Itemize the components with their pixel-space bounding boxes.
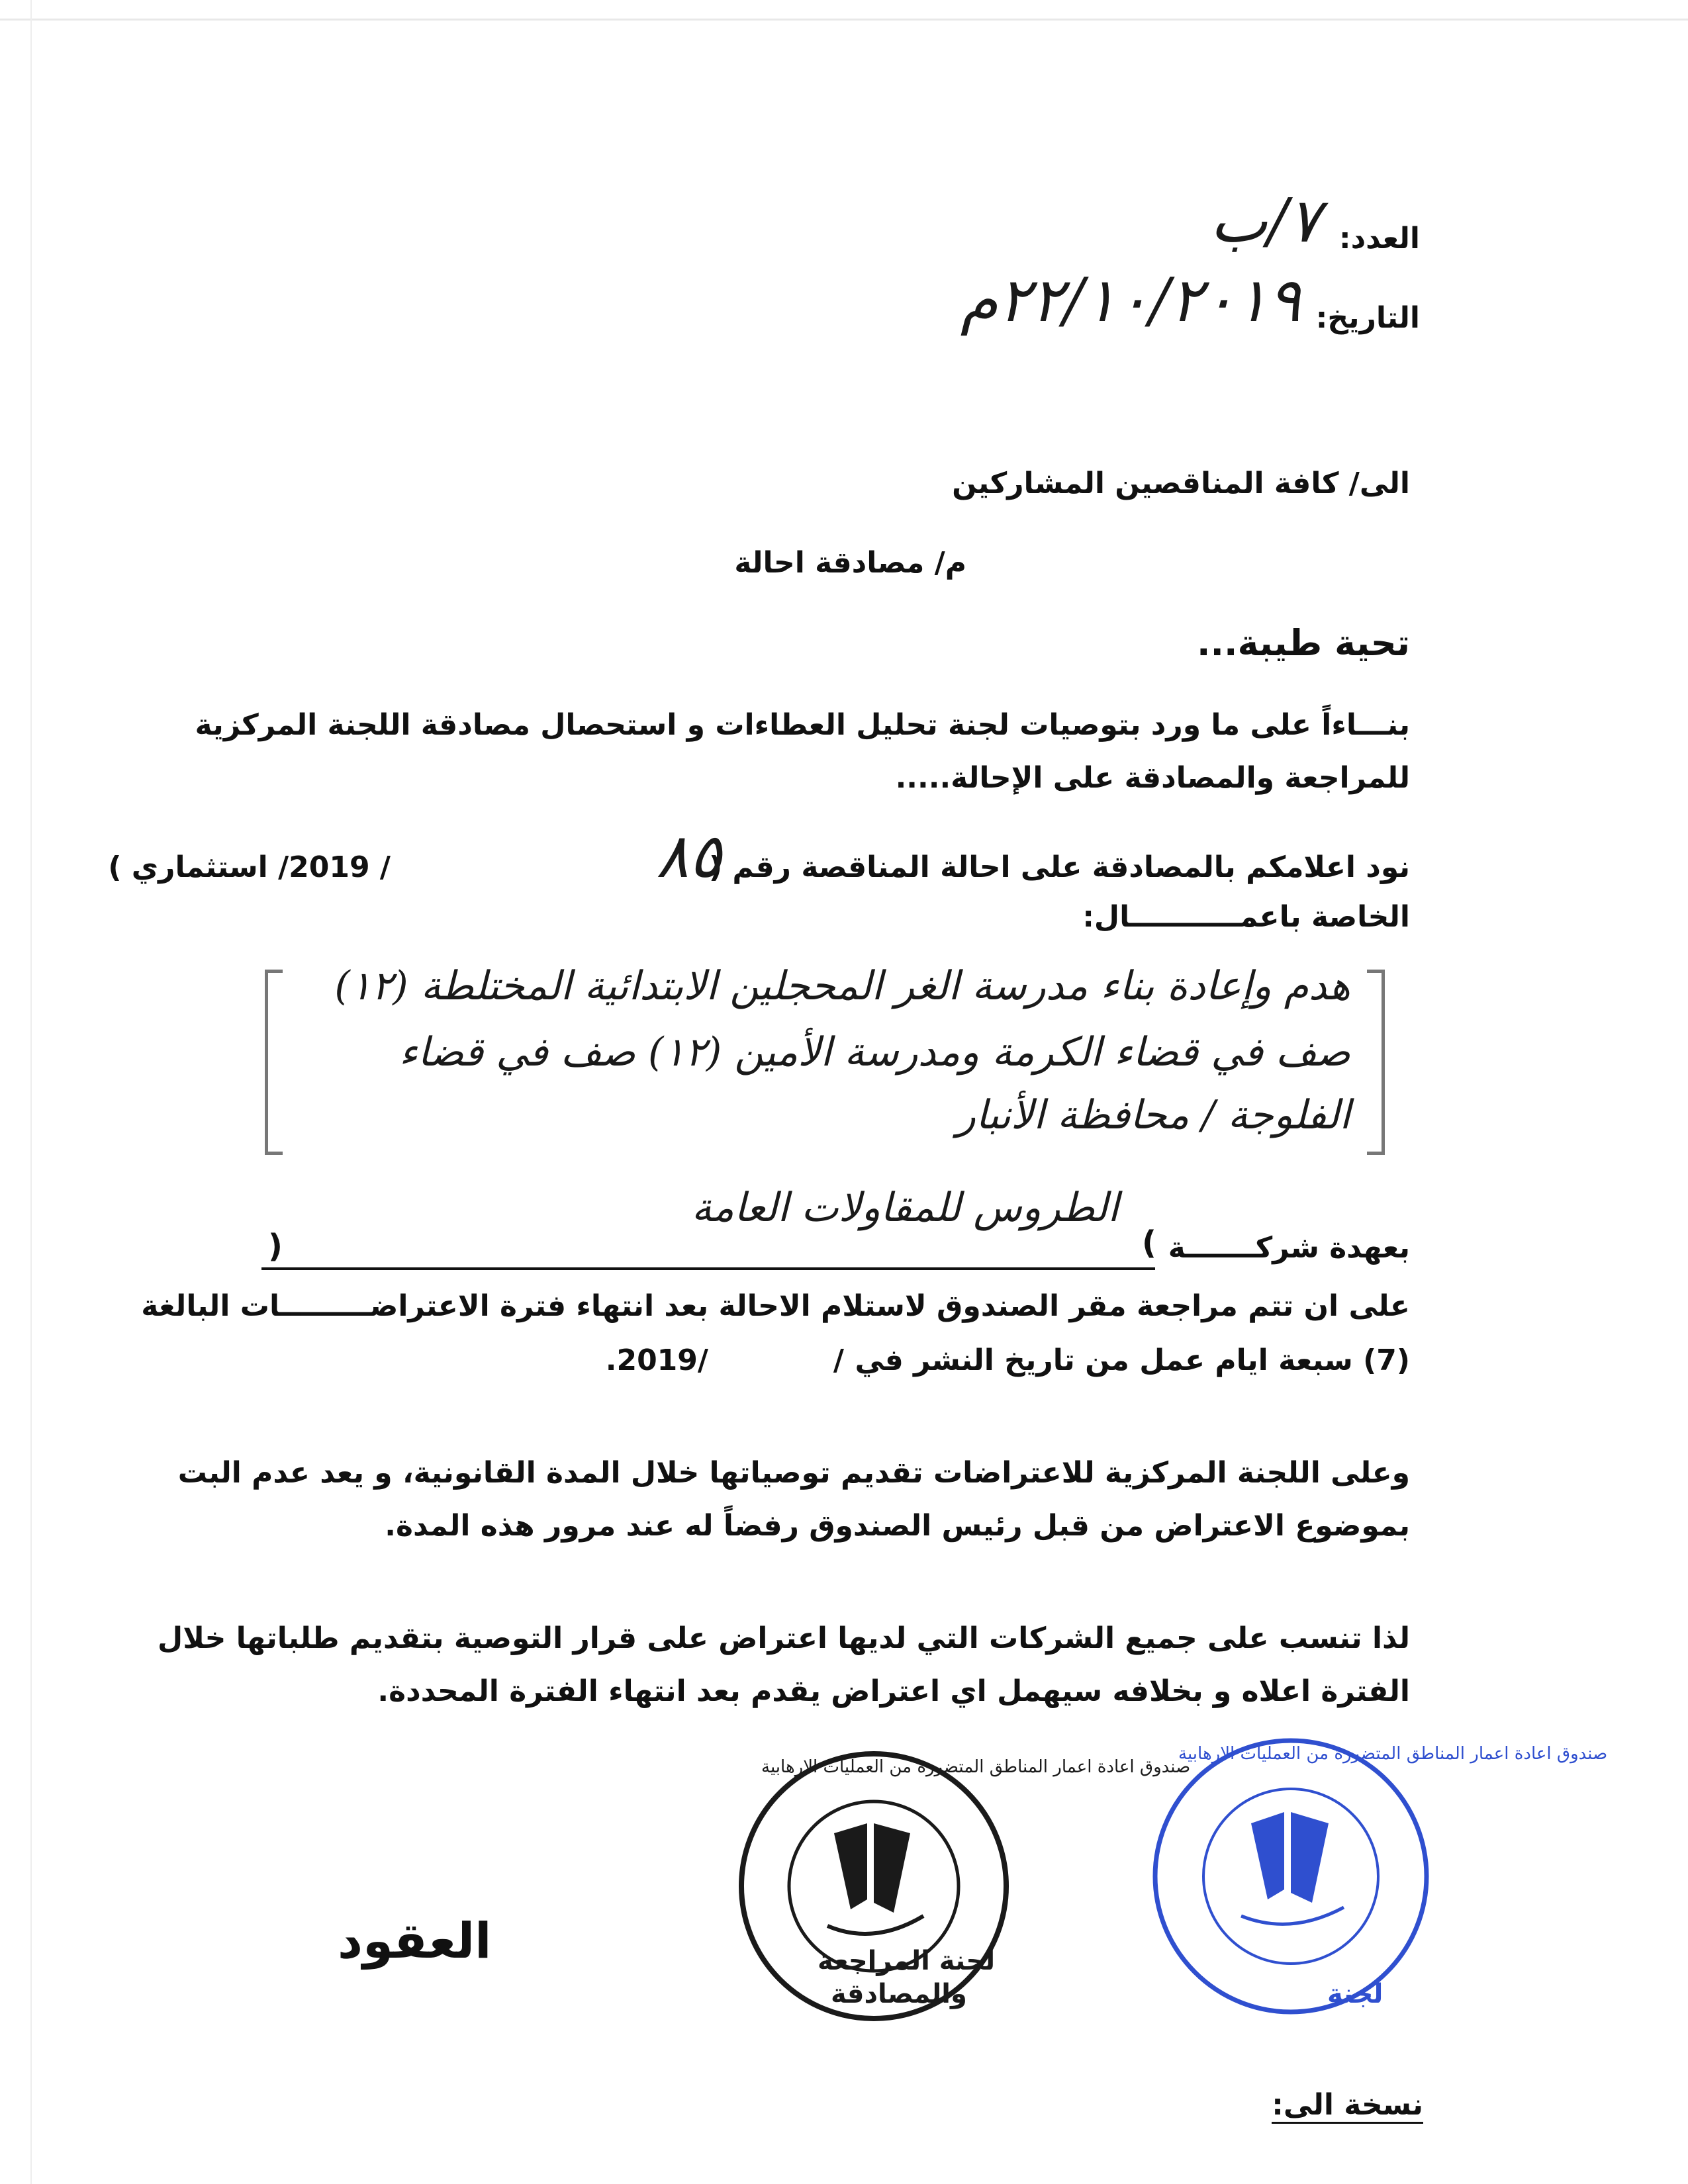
addressee: الى/ كافة المناقصين المشاركين [952,467,1410,500]
company-open-paren: ( [1142,1224,1156,1261]
company-underline [261,1267,1155,1270]
copy-to: نسخة الى: [1272,2088,1423,2124]
para5-line1: لذا تنسب على جميع الشركات التي لديها اعتراض على قرار التوصية بتقديم طلباتها خلال [158,1621,1410,1655]
contracts-department: العقود [338,1913,492,1970]
works-line1: هدم وإعادة بناء مدرسة الغر المحجلين الابتدائية المختلطة (١٢) [334,963,1350,1009]
bracket-right [1367,970,1385,1155]
para3-line1: على ان تتم مراجعة مقر الصندوق لاستلام الاحالة بعد انتهاء فترة الاعتراضـــــــــات البالغة [141,1289,1410,1323]
date-label: التاريخ: [1315,301,1420,335]
black-stamp-line1: لجنة المراجعة [818,1946,996,1976]
company-name: الطروس للمقاولات العامة [691,1185,1119,1231]
greeting: تحية طيبة... [1196,622,1410,664]
bracket-left [265,970,283,1155]
black-stamp-line2: والمصادقة [831,1979,967,2009]
blue-stamp-ring: صندوق اعادة اعمار المناطق المتضررة من العمليات الارهابية [1178,1744,1608,1764]
blue-stamp [1149,1734,1433,2019]
scan-top-edge [0,19,1688,21]
number-label: العدد: [1338,222,1420,255]
para2-prefix: نود اعلامكم بالمصادقة على احالة المناقصة رقم ( [708,850,1410,884]
blue-stamp-line1: لجنة [1327,1979,1383,2009]
black-stamp-ring: صندوق اعادة اعمار المناطق المتضررة من العمليات الارهابية [761,1757,1191,1777]
para4-line1: وعلى اللجنة المركزية للاعتراضات تقديم توصياتها خلال المدة القانونية، و يعد عدم البت [177,1456,1410,1490]
date-value: ٢٢/١٠/٢٠١٩م [960,265,1301,336]
para4-line2: بموضوع الاعتراض من قبل رئيس الصندوق رفضاً له عند مرور هذه المدة. [385,1509,1410,1543]
para2-suffix: / 2019/ استثماري ) [108,850,391,884]
para3-line2c: /2019. [605,1343,708,1377]
company-label: بعهدة شركـــــــة [1168,1231,1410,1265]
works-line2: صف في قضاء الكرمة ومدرسة الأمين (١٢) صف في قضاء [399,1029,1350,1075]
para2-line2: الخاصة باعمـــــــــــال: [1082,900,1410,934]
tender-number: ٨٥ [656,821,722,891]
subject: م/ مصادقة احالة [734,546,966,580]
para5-line2: الفترة اعلاه و بخلافه سيهمل اي اعتراض يقدم بعد انتهاء الفترة المحددة. [377,1674,1410,1708]
para1-line2: للمراجعة والمصادقة على الإحالة..... [895,761,1410,795]
number-value: ٧/ب [1209,185,1321,256]
para3-line2b: / [833,1343,844,1377]
para1-line1: بنـــاءاً على ما ورد بتوصيات لجنة تحليل العطاءات و استحصال مصادقة اللجنة المركزية [195,708,1410,742]
para3-line2a: (7) سبعة ايام عمل من تاريخ النشر في [855,1343,1410,1377]
works-line3: الفلوجة / محافظة الأنبار [956,1092,1350,1138]
company-close-paren: ) [268,1228,283,1265]
scan-left-edge [30,0,32,2184]
